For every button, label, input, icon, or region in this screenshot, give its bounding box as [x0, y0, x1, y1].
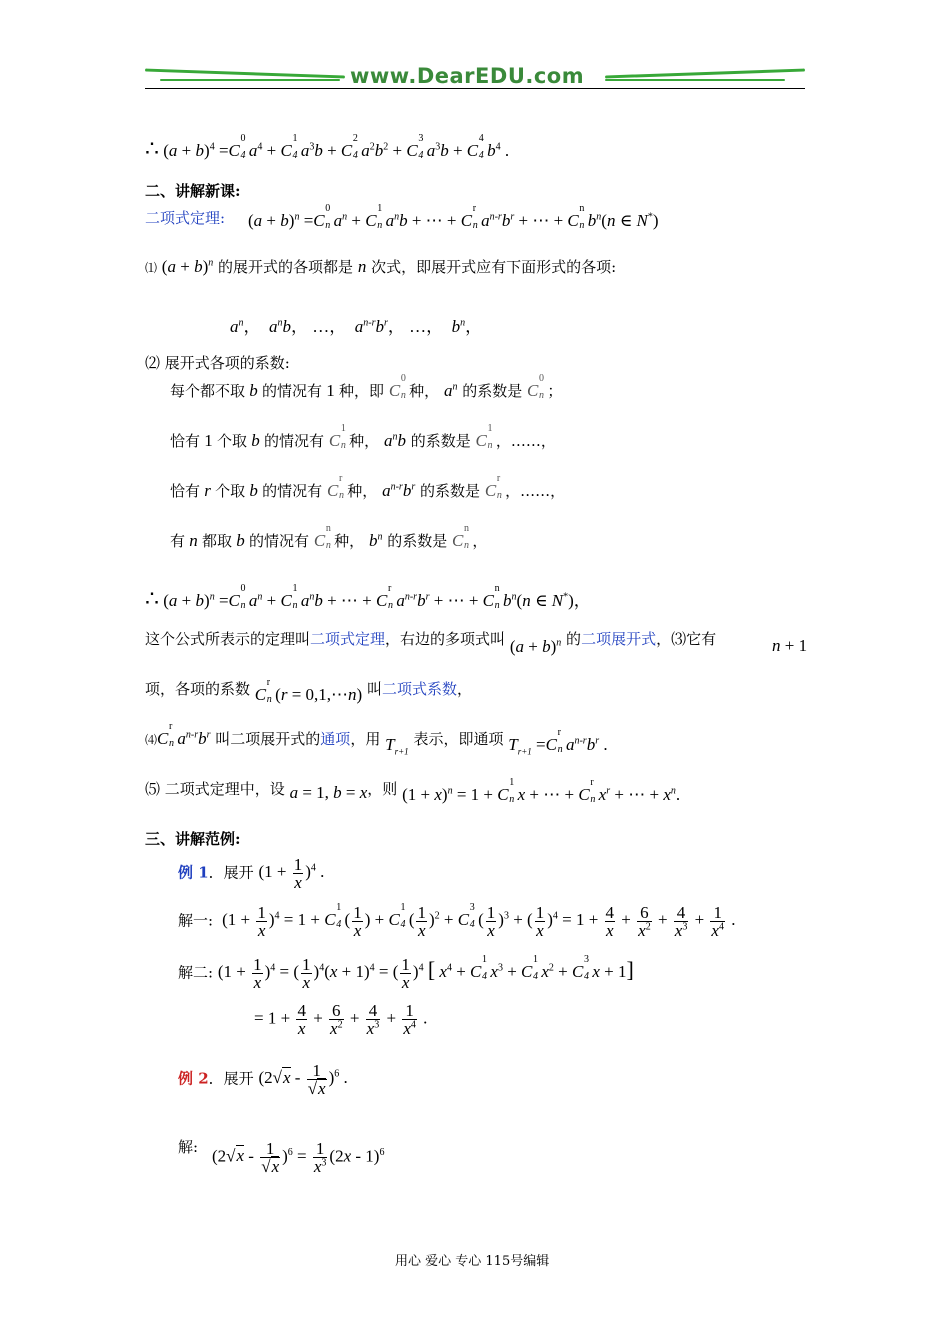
point-2-line-2 — [170, 423, 556, 451]
num-1: 1 — [200, 431, 218, 450]
point-1-line — [145, 256, 616, 277]
text: 恰有 — [170, 432, 201, 450]
section-3-title: 三、讲解范例: — [145, 830, 241, 848]
point-1-text-b: 次式，即展开式应有下面形式的各项: — [371, 258, 617, 276]
coef-range: C r n (r = 0,1,⋯n) — [254, 677, 363, 705]
example-2-expr: (2√x - $\frac{1}{√x}$ )$^6$ . — [258, 1061, 348, 1098]
substitution: a = 1, b = x — [289, 783, 368, 802]
text: 的情况有 — [262, 482, 323, 500]
text: 这个公式所表示的定理叫 — [145, 630, 311, 648]
section-2-title: 二、讲解新课: — [145, 182, 241, 200]
point-5-line — [145, 777, 681, 805]
var-b: b — [245, 481, 263, 500]
point-4-line — [145, 721, 608, 757]
text: 叫 — [366, 680, 382, 698]
text: 叫二项展开式的 — [215, 730, 321, 748]
var-b: b — [232, 531, 250, 550]
therefore-symbol: ∴ — [145, 136, 159, 161]
coef-c-n-1: C 1 n — [328, 423, 346, 451]
coef-c-n-1-b: C 1 n — [475, 423, 493, 451]
text: ，用 — [350, 730, 381, 748]
text: ，右边的多项式叫 — [385, 630, 506, 648]
solution-2-line-2: = 1 + $\frac{4}{x}$ + $\frac{6}{x^2}$ + $\frac{4}{x^3}$ + $\frac{1}{x^4}$ . — [254, 1001, 428, 1038]
text: 的 — [566, 630, 582, 648]
text: 的情况有 — [249, 532, 310, 550]
text: 种，即 — [339, 382, 385, 400]
text: 的系数是 — [387, 532, 448, 550]
solution-2-expr: (1 + $\frac{1}{x}$ )$^4$ = ( $\frac{1}{x}$ )$^4(x + 1)^4$ = ( $\frac{1}{x}$ )$^4$ [ $x^4 + C$ 1 4 $x^3 + C$ 1 4 $x^2 + C$ 3 4 x + 1] — [217, 954, 634, 992]
example-1-expr: (1 + $\frac{1}{x}$ )$^4$ . — [258, 855, 325, 892]
formula-general-term: $T_{r+1} =C$ r n $a^{n-r}b^r$ . — [508, 727, 608, 757]
logo-swoosh-left-2 — [160, 79, 340, 81]
text: ，则 — [367, 780, 398, 798]
expr-a-plus-b-n: $(a + b)^n$ — [509, 637, 562, 656]
point-2-line-1: 每个都不取 b 的情况有 1 种，即 C 0 n 种， $a^n$ 的系数是 C 0 n ； — [170, 373, 563, 401]
text: 的系数是 — [410, 432, 471, 450]
text: ．展开 — [208, 1069, 254, 1088]
text: 每个都不取 — [170, 382, 246, 400]
text: 个取 — [217, 432, 248, 450]
example-2-label: 例 2 — [178, 1069, 209, 1088]
logo-swoosh-left — [145, 69, 345, 79]
text: 种， — [334, 532, 365, 550]
point-1-n: n — [357, 257, 367, 276]
point-3-line-2: 项，各项的系数 C r n (r = 0,1,⋯n) 叫二项式系数， — [145, 677, 473, 705]
solution-1-line — [178, 904, 735, 939]
text: 种， — [349, 432, 380, 450]
text: 的情况有 — [262, 382, 323, 400]
var-n: n — [185, 531, 203, 550]
expr-n-plus-1: n + 1 — [772, 636, 808, 655]
logo-swoosh-right-2 — [605, 79, 785, 81]
coef-c-n-0: C 0 n — [388, 373, 406, 401]
header-rule — [145, 88, 805, 89]
text: 解一: — [178, 911, 214, 930]
example-1-label: 例 1 — [178, 863, 209, 882]
text: ，⑶它有 — [656, 630, 717, 648]
example-2-solution-expr: (2√x - $\frac{1}{√x}$ )$^6$ = $\frac{1}{x^3}$ (2x - 1)$^6$ — [212, 1139, 385, 1176]
link-binomial-coefficient: 二项式系数 — [382, 680, 458, 698]
logo-swoosh-right — [605, 69, 805, 79]
var-b: b — [247, 431, 265, 450]
point-1-number: ⑴ — [145, 261, 158, 275]
text: 解二: — [178, 963, 214, 982]
term-b-n: $b^n$ — [368, 531, 383, 550]
text: 有 — [170, 532, 186, 550]
binomial-theorem-label: 二项式定理: — [145, 209, 226, 227]
example-2-solution — [178, 1136, 198, 1157]
text: 个取 — [215, 482, 246, 500]
point-2-line-4: 有 n 都取 b 的情况有 C n n 种， $b^n$ 的系数是 C n n ， — [170, 523, 488, 551]
link-binomial-expansion: 二项展开式 — [581, 630, 657, 648]
text: 项，各项的系数 — [145, 680, 251, 698]
text: 恰有 — [170, 482, 201, 500]
term-a-n: $a^n$ — [443, 381, 458, 400]
text: 解: — [178, 1138, 199, 1156]
num-1: 1 — [322, 381, 340, 400]
text: ，……， — [495, 432, 556, 450]
link-binomial-theorem: 二项式定理 — [310, 630, 386, 648]
term-list: $a^n$， $a^nb$， …， $a^{n-r}b^r$， …， $b^n$， — [230, 317, 483, 336]
text: 的情况有 — [264, 432, 325, 450]
point-2-line-3 — [170, 473, 566, 501]
text: 都取 — [202, 532, 233, 550]
var-r: r — [200, 481, 216, 500]
var-b: b — [245, 381, 263, 400]
coef-c-n-r: C r n — [326, 473, 344, 501]
solution-2-line-1 — [178, 956, 634, 991]
term-a-nr-br: $a^{n-r}b^r$ — [382, 481, 416, 500]
point-2-title: ⑵ 展开式各项的系数: — [145, 354, 290, 372]
point-1-expr: $(a + b)^n$ — [161, 257, 214, 276]
footer-text: 用心 爱心 专心 115号编辑 — [395, 1254, 550, 1269]
example-1-line — [178, 856, 324, 891]
text: 种， — [409, 382, 440, 400]
text: 种， — [347, 482, 378, 500]
formula-general-therefore: ∴ $(a + b)^n =C$ 0 n $a^n + C$ 1 n $a^nb$ + ⋯ + C r n $a^{n-r}b^r$ + ⋯ + C n n $b^n(n$ ∈ N*)， — [145, 583, 591, 611]
text: 的系数是 — [462, 382, 523, 400]
text: ，……， — [505, 482, 566, 500]
therefore-symbol: ∴ — [145, 586, 159, 611]
binomial-theorem-formula: $(a + b)^n =C$ 0 n $a^n + C$ 1 n $a^nb$ + ⋯ + C r n $a^{n-r}b^r$ + ⋯ + C n n $b^n(n$ ∈ N*) — [248, 203, 659, 231]
point-1-text-a: 的展开式的各项都是 — [218, 258, 354, 276]
symbol-t-r-plus-1: $T_{r+1}$ — [385, 735, 409, 757]
point-4-number: ⑷ — [145, 733, 158, 747]
coef-c-n-r-b: C r n — [484, 473, 502, 501]
logo-text: www.DearEDU.com — [350, 64, 585, 88]
coef-c-n-0-b: C 0 n — [527, 373, 545, 401]
text: ．展开 — [208, 863, 254, 882]
coef-c-n-n: C n n — [313, 523, 331, 551]
term-a-n-b: $a^nb$ — [383, 431, 406, 450]
formula-1-plus-x: $(1 + x)^n = 1 + C$ 1 n x + ⋯ + C r n $x^r$ + ⋯ + $x^n$. — [402, 777, 681, 805]
term-general: C r n $a^{n-r}b^r$ — [157, 721, 211, 749]
formula-a-plus-b-4: ∴ $(a + b)^4 =C$ 0 4 $a^4 + C$ 1 4 $a^3b + C$ 2 4 $a^2b^2 + C$ 3 4 $a^3b + C$ 4 4 $b^4$ . — [145, 133, 510, 161]
coef-c-n-n-b: C n n — [452, 523, 470, 551]
text: 表示，即通项 — [413, 730, 504, 748]
solution-1-expr: (1 + $\frac{1}{x}$ )$^4$ = 1 + C 1 4 ( $\frac{1}{x}$ ) + C 1 4 ( $\frac{1}{x}$ )$^2$ + C 3 4 ( $\frac{1}{x}$ )$^3$ + ( $\frac{1}{x}$ )$^4$ = 1 + $\frac{4}{x}$ + $\frac{6}{x^2}$ + $\frac{4}{x^3}$ + $\frac{1}{x^4}$ . — [217, 902, 736, 940]
link-general-term: 通项 — [320, 730, 351, 748]
text: ⑸ 二项式定理中，设 — [145, 780, 285, 798]
point-3-line-1 — [145, 628, 717, 656]
text: 的系数是 — [420, 482, 481, 500]
example-2-line — [178, 1062, 348, 1097]
